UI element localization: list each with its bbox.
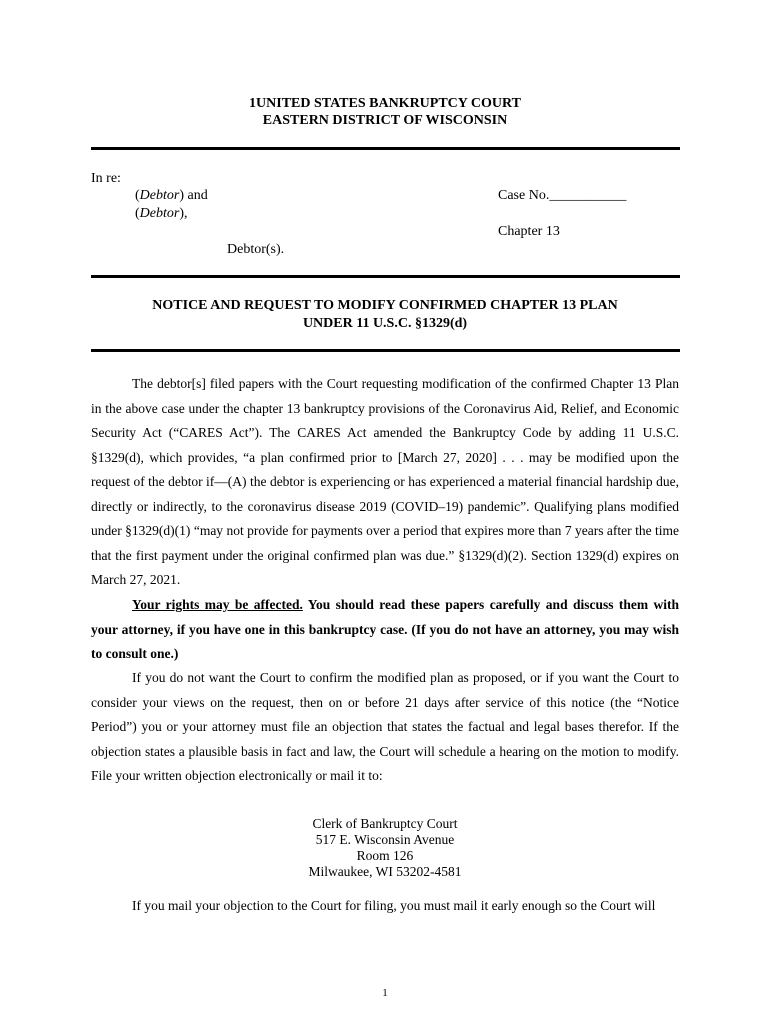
address-line-3: Room 126: [356, 848, 414, 863]
paragraph-cares-act: The debtor[s] filed papers with the Court requesting modification of the confirmed Chapter 13 Plan in the above case under the chapter 13 bankruptcy provisions of the Coronavirus Aid, Relief, and Economic Security Act (“CARES Act”). The CARES Act amended the Bankruptcy Code by adding 11 U.S.C. §1329(d), which provides, “a plan confirmed prior to [March 27, 2020] . . . may be modified upon the request of the debtor if—(A) the debtor is experiencing or has experienced a material financial hardship due, directly or indirectly, to the coronavirus disease 2019 (COVID–19) pandemic”. Qualifying plans modified under §1329(d)(1) “may not provide for payments over a period that expires more than 7 years after the time that the first payment under the original confirmed plan was due.” §1329(d)(2). Section 1329(d) expires on March 27, 2021.: [91, 376, 679, 587]
debtor-2-label: Debtor: [139, 206, 180, 221]
divider-top: [91, 147, 680, 150]
divider-bottom: [91, 349, 680, 352]
case-number: Case No.___________: [498, 188, 627, 203]
court-name: 1UNITED STATES BANKRUPTCY COURT: [249, 96, 521, 111]
page-number: 1: [382, 987, 388, 999]
chapter-label: Chapter 13: [498, 224, 560, 239]
debtor-line-1: (Debtor) and: [135, 188, 208, 203]
address-line-1: Clerk of Bankruptcy Court: [312, 816, 458, 831]
debtor-line-2: (Debtor),: [135, 206, 188, 221]
paragraph-rights: Your rights may be affected. You should read these papers carefully and discuss them with your attorney, if you have one in this bankruptcy case. (If you do not have an attorney, you may wish to consult one.): [91, 597, 679, 661]
address-line-2: 517 E. Wisconsin Avenue: [315, 832, 455, 847]
divider-middle: [91, 275, 680, 278]
rights-affected-heading: Your rights may be affected.: [132, 597, 303, 612]
debtors-label: Debtor(s).: [227, 242, 285, 257]
address-line-4: Milwaukee, WI 53202-4581: [308, 864, 462, 879]
debtor-1-label: Debtor: [139, 188, 180, 203]
notice-title-line-2: UNDER 11 U.S.C. §1329(d): [302, 316, 468, 331]
court-district: EASTERN DISTRICT OF WISCONSIN: [262, 113, 508, 128]
notice-title-line-1: NOTICE AND REQUEST TO MODIFY CONFIRMED CHAPTER 13 PLAN: [152, 298, 618, 313]
paragraph-mail-objection: If you mail your objection to the Court for filing, you must mail it early enough so the Court will: [132, 898, 656, 913]
in-re-label: In re:: [91, 171, 121, 186]
paragraph-objection: If you do not want the Court to confirm the modified plan as proposed, or if you want the Court to consider your views on the request, then on or before 21 days after service of this notice (the “Notice Period”) you or your attorney must file an objection that states the factual and legal bases therefor. If the objection states a plausible basis in fact and law, the Court will schedule a hearing on the motion to modify. File your written objection electronically or mail it to:: [91, 670, 679, 783]
